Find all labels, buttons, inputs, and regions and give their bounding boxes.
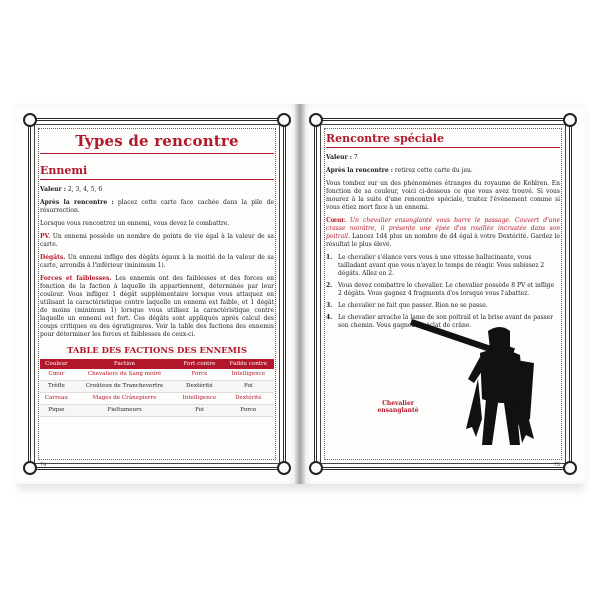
page-number: 75	[553, 462, 560, 468]
page-number: 74	[40, 462, 47, 468]
apres-paragraph: Après la rencontre : placez cette carte face cachée dans la pile de résurrection.	[40, 199, 274, 214]
valeur-paragraph: Valeur : 2, 3, 4, 5, 6	[40, 186, 103, 193]
table-cell: Carreau	[40, 393, 73, 405]
faction-table	[40, 359, 274, 417]
list-item: 1. Le chevalier s'élance vers vous à une vitesse hallucinante, vous tailladant avant que vous n'ayez le temps de réagir. Vous subissez 2 dégâts. Allez en 2.	[326, 254, 545, 277]
frame-corner-ornament	[309, 461, 323, 475]
table-cell: Force	[176, 369, 222, 381]
table-row	[40, 393, 274, 405]
section-title: Ennemi	[40, 164, 88, 177]
right-page	[300, 104, 586, 484]
section-divider	[40, 179, 274, 180]
table-cell: Force	[223, 405, 274, 417]
frame-corner-ornament	[563, 113, 577, 127]
title-divider	[40, 153, 274, 154]
table-row	[40, 381, 274, 393]
book-spread	[14, 104, 586, 484]
frame-corner-ornament	[277, 113, 291, 127]
frame-corner-ornament	[23, 461, 37, 475]
illustration-caption: Chevalier ensanglanté	[377, 400, 419, 414]
knight-illustration	[410, 309, 540, 449]
table-cell: Dextérité	[176, 381, 222, 393]
table-cell: Fieltumeurs	[73, 405, 176, 417]
table-row	[40, 369, 274, 381]
book-spine	[295, 104, 305, 484]
table-cell: Intelligence	[176, 393, 222, 405]
column-header: Faible contre	[223, 359, 274, 369]
list-item: 3. Le chevalier ne fait que passer. Rien ne se passe.	[326, 302, 488, 309]
column-header: Faction	[73, 359, 176, 369]
right-page-content	[326, 132, 560, 334]
frame-corner-ornament	[309, 113, 323, 127]
left-page	[14, 104, 300, 484]
page-title: Types de rencontre	[75, 132, 239, 150]
frame-corner-ornament	[23, 113, 37, 127]
frame-corner-ornament	[563, 461, 577, 475]
list-item: 2. Vous devez combattre le chevalier. Le chevalier possède 8 PV et inflige 2 dégâts. Vous gagnez 4 fragments d'os lorsque vous l'abattez.	[326, 282, 555, 297]
forces-paragraph: Forces et faiblesses. Les ennemis ont des faiblesses et des forces en fonction de la faction à laquelle ils appartiennent, déterminée par leur couleur. Vous infligez 1 dégât supplémentaire lorsque vous attaquez en utilisant la caractéristique contre laquelle un ennemi est faible, et 1 dégât de moins (minimum 1) lorsque vous utilisez la caractéristique contre laquelle un ennemi est fort. Ces dégâts sont appliqués après calcul des coups critiques ou des égratignures. Voir la table des factions des ennemis pour déterminer les forces et faiblesses de ceux-ci.	[40, 275, 274, 338]
column-header: Fort contre	[176, 359, 222, 369]
table-header-row	[40, 359, 274, 369]
lorsque-paragraph: Lorsque vous rencontrez un ennemi, vous devez le combattre.	[40, 220, 230, 227]
section-title: Rencontre spéciale	[326, 132, 444, 145]
table-cell: Foi	[176, 405, 222, 417]
column-header: Couleur	[40, 359, 73, 369]
list-item: 4. Le chevalier arrache la lame de son poitrail et la brise avant de passer son chemin. Vous gagnez un éclat de crâne.	[326, 314, 554, 329]
intro-paragraph: Vous tombez sur un des phénomènes étranges du royaume de Kohlren. En fonction de sa couleur, voici ci-dessous ce que vous avez trouvé. Si vous mourez à la suite d'une rencontre spéciale, traitez l'événement comme si vous étiez mort face à un ennemi.	[326, 180, 560, 211]
apres-paragraph: Après la rencontre : retirez cette carte du jeu.	[326, 167, 473, 174]
coeur-paragraph: Cœur. Un chevalier ensanglanté vous barre le passage. Couvert d'une crasse noirâtre, il présente une épée d'os rouillée incrustée dans son poitrail. Lancez 1d4 plus un nombre de d4 égal à votre Dextérité. Gardez le résultat le plus élevé.	[326, 217, 560, 248]
table-cell: Chevaliers du Sang moiré	[73, 369, 176, 381]
table-cell: Dextérité	[223, 393, 274, 405]
valeur-paragraph: Valeur : 7	[326, 154, 358, 161]
faction-table-title: TABLE DES FACTIONS DES ENNEMIS	[67, 345, 247, 355]
table-cell: Mages de Crânepierre	[73, 393, 176, 405]
table-cell: Pique	[40, 405, 73, 417]
table-cell: Intelligence	[223, 369, 274, 381]
frame-corner-ornament	[277, 461, 291, 475]
pv-paragraph: PV. Un ennemi possède un nombre de points de vie égal à la valeur de sa carte.	[40, 233, 274, 248]
table-cell: Croûteux de Tranchevertre	[73, 381, 176, 393]
table-cell: Cœur	[40, 369, 73, 381]
section-divider	[326, 147, 560, 148]
table-cell: Trèfle	[40, 381, 73, 393]
degats-paragraph: Dégâts. Un ennemi inflige des dégâts égaux à la moitié de la valeur de sa carte, arrondis à l'inférieur (minimum 1).	[40, 254, 274, 269]
table-row	[40, 405, 274, 417]
table-cell: Foi	[223, 381, 274, 393]
left-page-content	[40, 132, 274, 417]
